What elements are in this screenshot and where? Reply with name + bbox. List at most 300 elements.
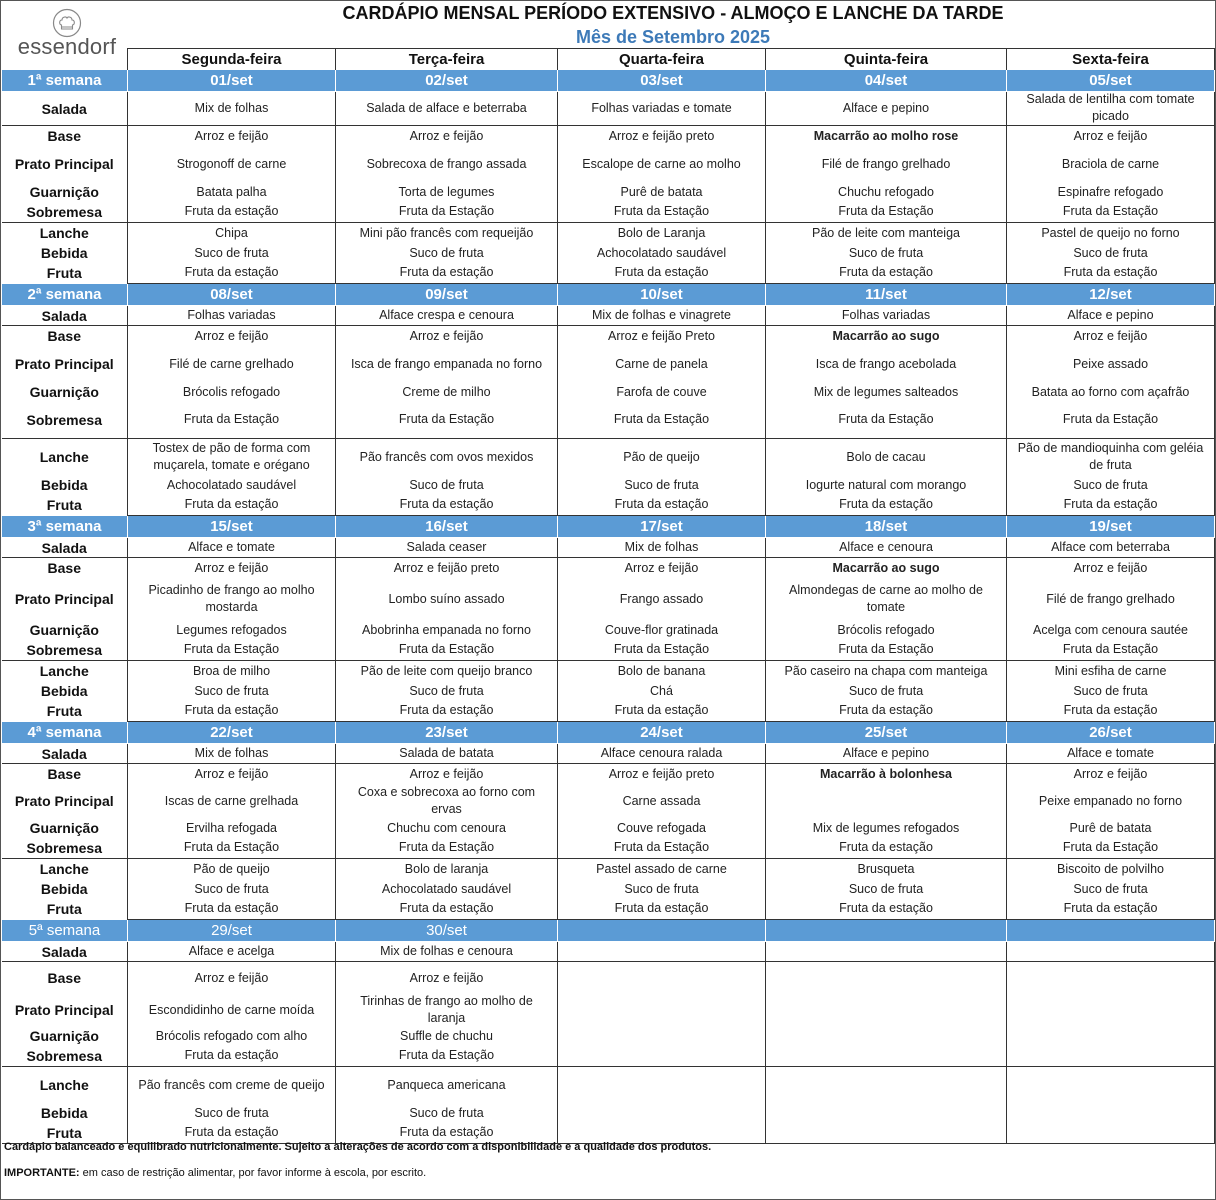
lunch-cell xyxy=(558,126,766,223)
salad-item: Salada de batata xyxy=(399,745,494,760)
snack-cell xyxy=(336,1067,558,1144)
lunch-item: Arroz e feijão xyxy=(194,766,269,781)
lunch-item: Arroz e feijão xyxy=(409,328,484,343)
lunch-item: Fruta da Estação xyxy=(398,642,495,656)
lunch-item: Iscas de carne grelhada xyxy=(164,793,299,808)
lunch-cell xyxy=(1007,326,1215,439)
logo-text: essendorf xyxy=(17,34,117,59)
lunch-item: Arroz e feijão xyxy=(409,970,484,985)
row-label-salada xyxy=(2,538,128,558)
lunch-block-row xyxy=(2,764,1215,859)
lunch-cell xyxy=(336,326,558,439)
lunch-label: Guarnição xyxy=(29,820,99,836)
lunch-item: Braciola de carne xyxy=(1061,156,1160,171)
salad-item: Mix de folhas e cenoura xyxy=(380,943,513,958)
empty-cell xyxy=(766,1067,1007,1144)
week-label: 3ª semana xyxy=(2,516,128,538)
lunch-item: Carne de panela xyxy=(615,356,708,371)
week-date: 29/set xyxy=(128,920,336,942)
salad-item: Mix de folhas xyxy=(624,539,699,554)
week-row xyxy=(2,920,1215,942)
snack-label: Bebida xyxy=(40,881,88,897)
lunch-item: Brócolis refogado com alho xyxy=(155,1028,308,1043)
day-header: Sexta-feira xyxy=(1007,49,1215,70)
day-header: Terça-feira xyxy=(336,49,558,70)
snack-item: Suco de fruta xyxy=(1073,245,1148,260)
salad-item: Folhas variadas xyxy=(841,307,931,322)
lunch-item: Suffle de chuchu xyxy=(400,1028,493,1043)
lunch-item: Fruta da estação xyxy=(184,1048,279,1062)
lunch-item: Fruta da Estação xyxy=(613,412,710,426)
lunch-label: Sobremesa xyxy=(26,642,102,658)
snack-item: Suco de fruta xyxy=(194,1105,269,1120)
lunch-cell xyxy=(128,326,336,439)
snack-cell xyxy=(128,859,336,920)
lunch-item: Fruta da Estação xyxy=(398,1048,495,1062)
snack-item: Broa de milho xyxy=(192,663,271,678)
snack-item: Pão francês com creme de queijo xyxy=(138,1077,325,1092)
lunch-label: Guarnição xyxy=(29,184,99,200)
lunch-item: Filé de frango grelhado xyxy=(821,156,951,171)
lunch-cell xyxy=(1007,558,1215,661)
lunch-block-row xyxy=(2,126,1215,223)
lunch-label: Prato Principal xyxy=(14,156,114,172)
lunch-label: Base xyxy=(47,328,81,344)
salad-item: Alface cenoura ralada xyxy=(600,745,723,760)
snack-item: Suco de fruta xyxy=(848,881,924,896)
lunch-item: Batata ao forno com açafrão xyxy=(1031,384,1190,399)
salad-cell xyxy=(128,92,336,126)
snack-cell xyxy=(336,859,558,920)
lunch-label: Sobremesa xyxy=(26,412,102,428)
week-date: 11/set xyxy=(766,284,1007,306)
week-date: 09/set xyxy=(336,284,558,306)
lunch-label: Guarnição xyxy=(29,622,99,638)
snack-item: Fruta da estação xyxy=(184,265,279,279)
salad-item: Mix de folhas xyxy=(194,745,269,760)
snack-cell xyxy=(558,439,766,516)
snack-block-row xyxy=(2,1067,1215,1144)
snack-item: Suco de fruta xyxy=(1073,477,1148,492)
salad-cell xyxy=(766,744,1007,764)
lunch-item: Fruta da Estação xyxy=(1062,204,1159,218)
lunch-label: Base xyxy=(47,560,81,576)
lunch-item: Tirinhas de frango ao molho de laranja xyxy=(360,994,533,1025)
lunch-labels xyxy=(2,126,128,223)
salad-cell xyxy=(766,92,1007,126)
snack-item: Pão de mandioquinha com geléia de fruta xyxy=(1017,441,1204,472)
footer-important xyxy=(4,1167,426,1179)
lunch-item: Arroz e feijão preto xyxy=(608,128,715,143)
week-date xyxy=(1007,920,1215,942)
salada-label: Salada xyxy=(41,307,87,324)
snack-item: Fruta da estação xyxy=(184,497,279,511)
snack-item: Pão de leite com manteiga xyxy=(811,225,960,240)
week-date xyxy=(766,920,1007,942)
lunch-label: Base xyxy=(47,766,81,782)
snack-item: Pão de queijo xyxy=(193,861,270,876)
important-text: em caso de restrição alimentar, por favor informe à escola, por escrito. xyxy=(79,1167,427,1179)
lunch-item: Frango assado xyxy=(619,591,704,606)
snack-item: Fruta da estação xyxy=(399,1125,494,1139)
snack-label: Lanche xyxy=(39,1077,89,1093)
row-label-salada xyxy=(2,306,128,326)
lunch-item: Fruta da Estação xyxy=(1062,840,1159,854)
snack-cell xyxy=(128,661,336,722)
snack-item: Suco de fruta xyxy=(194,683,269,698)
day-header: Quarta-feira xyxy=(558,49,766,70)
salad-cell xyxy=(558,538,766,558)
header-corner xyxy=(2,49,128,70)
snack-label: Fruta xyxy=(46,1125,82,1141)
empty-cell xyxy=(1007,1067,1215,1144)
snack-item: Mini pão francês com requeijão xyxy=(359,225,534,240)
snack-label: Bebida xyxy=(40,245,88,261)
snack-item: Achocolatado saudável xyxy=(596,245,727,260)
lunch-item: Carne assada xyxy=(622,793,701,808)
salada-label: Salada xyxy=(41,539,87,556)
snack-label: Bebida xyxy=(40,1105,88,1121)
salad-cell xyxy=(128,538,336,558)
lunch-item: Arroz e feijão xyxy=(194,128,269,143)
week-label: 4ª semana xyxy=(2,722,128,744)
lunch-label: Sobremesa xyxy=(26,204,102,220)
snack-item: Fruta da estação xyxy=(614,703,709,717)
salad-cell xyxy=(1007,306,1215,326)
week-date: 08/set xyxy=(128,284,336,306)
snack-labels xyxy=(2,223,128,284)
lunch-item: Peixe empanado no forno xyxy=(1038,793,1183,808)
week-date: 22/set xyxy=(128,722,336,744)
lunch-item: Fruta da estação xyxy=(839,840,933,854)
salad-item: Mix de folhas e vinagrete xyxy=(592,307,731,322)
lunch-item: Picadinho de frango ao molho mostarda xyxy=(148,583,315,614)
snack-labels xyxy=(2,1067,128,1144)
snack-cell xyxy=(766,439,1007,516)
snack-item: Suco de fruta xyxy=(409,477,484,492)
lunch-item: Arroz e feijão xyxy=(624,560,699,575)
lunch-item: Fruta da Estação xyxy=(398,204,495,218)
snack-item: Suco de fruta xyxy=(194,245,269,260)
empty-cell xyxy=(766,942,1007,962)
lunch-item: Isca de frango empanada no forno xyxy=(350,356,543,371)
salad-cell xyxy=(336,538,558,558)
snack-block-row xyxy=(2,661,1215,722)
week-date: 04/set xyxy=(766,70,1007,92)
snack-cell xyxy=(1007,859,1215,920)
week-row xyxy=(2,70,1215,92)
lunch-item: Arroz e feijão xyxy=(409,766,484,781)
lunch-cell xyxy=(128,764,336,859)
lunch-item: Chuchu refogado xyxy=(838,184,934,199)
row-label-salada xyxy=(2,942,128,962)
week-date: 25/set xyxy=(766,722,1007,744)
lunch-cell xyxy=(128,126,336,223)
snack-item: Suco de fruta xyxy=(1073,683,1148,698)
snack-label: Lanche xyxy=(39,861,89,877)
lunch-item: Macarrão à bolonhesa xyxy=(820,766,952,781)
salada-label: Salada xyxy=(41,745,87,762)
snack-block-row xyxy=(2,859,1215,920)
lunch-item: Espinafre refogado xyxy=(1057,184,1164,199)
salad-row xyxy=(2,538,1215,558)
salada-label: Salada xyxy=(41,943,87,960)
snack-item: Fruta da estação xyxy=(614,901,709,915)
empty-cell xyxy=(1007,962,1215,1067)
snack-item: Pão de leite com queijo branco xyxy=(360,663,533,678)
menu-table xyxy=(1,48,1215,1144)
important-label: IMPORTANTE: xyxy=(4,1167,80,1179)
snack-item: Fruta da estação xyxy=(399,703,494,717)
lunch-item: Arroz e feijão xyxy=(409,128,484,143)
salad-cell xyxy=(766,538,1007,558)
snack-item: Suco de fruta xyxy=(409,1105,484,1120)
snack-label: Fruta xyxy=(46,703,82,719)
snack-item: Fruta da estação xyxy=(839,265,933,279)
lunch-item: Couve-flor gratinada xyxy=(604,622,719,637)
snack-block-row xyxy=(2,223,1215,284)
page-title: CARDÁPIO MENSAL PERÍODO EXTENSIVO - ALMOÇO E LANCHE DA TARDE xyxy=(342,3,1004,23)
week-date: 16/set xyxy=(336,516,558,538)
snack-cell xyxy=(336,661,558,722)
snack-labels xyxy=(2,439,128,516)
snack-item: Suco de fruta xyxy=(624,477,699,492)
lunch-item: Macarrão ao sugo xyxy=(832,560,940,575)
snack-label: Lanche xyxy=(39,225,89,241)
snack-item: Brusqueta xyxy=(857,861,915,876)
lunch-label: Base xyxy=(47,128,81,144)
lunch-cell xyxy=(1007,126,1215,223)
salad-cell xyxy=(1007,538,1215,558)
lunch-item: Brócolis refogado xyxy=(182,384,281,399)
days-header-row xyxy=(2,49,1215,70)
empty-cell xyxy=(558,962,766,1067)
lunch-item: Farofa de couve xyxy=(616,384,707,399)
lunch-item: Arroz e feijão xyxy=(1073,128,1148,143)
snack-item: Panqueca americana xyxy=(387,1077,506,1092)
salad-cell xyxy=(336,744,558,764)
snack-item: Fruta da estação xyxy=(1063,265,1158,279)
snack-cell xyxy=(336,223,558,284)
lunch-item: Fruta da Estação xyxy=(1062,642,1159,656)
lunch-item: Arroz e feijão xyxy=(1073,560,1148,575)
week-date: 02/set xyxy=(336,70,558,92)
snack-item: Mini esfiha de carne xyxy=(1054,663,1167,678)
lunch-label: Sobremesa xyxy=(26,840,102,856)
salada-label: Salada xyxy=(41,100,87,117)
lunch-item: Arroz e feijão preto xyxy=(393,560,500,575)
lunch-item: Abobrinha empanada no forno xyxy=(362,622,531,637)
week-date: 26/set xyxy=(1007,722,1215,744)
snack-item: Chá xyxy=(650,683,673,698)
lunch-item: Couve refogada xyxy=(617,820,706,835)
lunch-item: Mix de legumes refogados xyxy=(812,820,960,835)
salad-cell xyxy=(128,306,336,326)
snack-cell xyxy=(128,1067,336,1144)
lunch-item: Acelga com cenoura sautée xyxy=(1033,622,1188,637)
lunch-cell xyxy=(766,558,1007,661)
snack-item: Iogurte natural com morango xyxy=(805,477,967,492)
snack-item: Bolo de cacau xyxy=(846,449,926,464)
snack-label: Lanche xyxy=(39,449,89,465)
row-label-salada xyxy=(2,92,128,126)
salad-cell xyxy=(1007,92,1215,126)
salad-item: Alface crespa e cenoura xyxy=(379,307,514,322)
snack-item: Pastel de queijo no forno xyxy=(1041,225,1180,240)
salad-item: Folhas variadas xyxy=(187,307,276,322)
snack-label: Lanche xyxy=(39,663,89,679)
week-label: 5ª semana xyxy=(2,920,128,942)
snack-item: Fruta da estação xyxy=(1063,703,1158,717)
day-header: Segunda-feira xyxy=(128,49,336,70)
lunch-item: Creme de milho xyxy=(402,384,491,399)
lunch-label: Prato Principal xyxy=(14,1002,114,1018)
lunch-item: Torta de legumes xyxy=(398,184,495,199)
lunch-item: Fruta da Estação xyxy=(613,642,710,656)
snack-item: Achocolatado saudável xyxy=(381,881,512,896)
lunch-item: Strogonoff de carne xyxy=(176,156,287,171)
salad-item: Alface e pepino xyxy=(842,100,930,115)
salad-item: Alface e pepino xyxy=(842,745,930,760)
snack-item: Biscoito de polvilho xyxy=(1056,861,1164,876)
footer-note: Cardápio balanceado e equilibrado nutricionalmente. Sujeito a alterações de acordo com a disponibilidade e a qualidade dos produtos. xyxy=(4,1141,712,1153)
lunch-item: Mix de legumes salteados xyxy=(813,384,959,399)
lunch-item: Lombo suíno assado xyxy=(388,591,505,606)
lunch-item: Arroz e feijão xyxy=(1073,766,1148,781)
lunch-cell xyxy=(558,326,766,439)
snack-labels xyxy=(2,661,128,722)
snack-item: Fruta da estação xyxy=(839,703,933,717)
snack-item: Fruta da estação xyxy=(399,901,494,915)
lunch-cell xyxy=(336,764,558,859)
lunch-cell xyxy=(128,558,336,661)
snack-item: Tostex de pão de forma com muçarela, tomate e orégano xyxy=(152,441,311,472)
lunch-item: Fruta da Estação xyxy=(838,642,934,656)
salad-item: Alface e tomate xyxy=(1067,745,1154,760)
salad-item: Alface com beterraba xyxy=(1051,539,1170,554)
salad-row xyxy=(2,306,1215,326)
salad-item: Alface e cenoura xyxy=(839,539,933,554)
week-date: 01/set xyxy=(128,70,336,92)
lunch-cell xyxy=(766,126,1007,223)
lunch-item: Filé de frango grelhado xyxy=(1046,591,1175,606)
lunch-labels xyxy=(2,558,128,661)
lunch-labels xyxy=(2,764,128,859)
week-date: 10/set xyxy=(558,284,766,306)
salad-item: Alface e acelga xyxy=(188,943,275,958)
empty-cell xyxy=(1007,942,1215,962)
snack-item: Fruta da estação xyxy=(839,901,933,915)
lunch-cell xyxy=(558,764,766,859)
snack-item: Pão francês com ovos mexidos xyxy=(359,449,534,464)
snack-block-row xyxy=(2,439,1215,516)
lunch-item: Fruta da Estação xyxy=(1062,412,1159,426)
snack-label: Fruta xyxy=(46,497,82,513)
snack-cell xyxy=(1007,223,1215,284)
snack-item: Suco de fruta xyxy=(1073,881,1148,896)
lunch-labels xyxy=(2,962,128,1067)
lunch-cell xyxy=(336,126,558,223)
lunch-label: Prato Principal xyxy=(14,793,114,809)
lunch-item: Arroz e feijão preto xyxy=(608,766,715,781)
snack-item: Fruta da estação xyxy=(1063,497,1158,511)
snack-item: Bolo de banana xyxy=(617,663,706,678)
lunch-label: Guarnição xyxy=(29,1028,99,1044)
row-label-salada xyxy=(2,744,128,764)
snack-label: Fruta xyxy=(46,901,82,917)
salad-item: Salada de lentilha com tomate picado xyxy=(1026,92,1195,123)
lunch-block-row xyxy=(2,962,1215,1067)
lunch-item: Arroz e feijão Preto xyxy=(608,328,715,343)
lunch-cell xyxy=(128,962,336,1067)
snack-item: Suco de fruta xyxy=(848,683,924,698)
snack-item: Bolo de Laranja xyxy=(617,225,706,240)
lunch-item: Escalope de carne ao molho xyxy=(582,156,741,171)
lunch-cell xyxy=(766,326,1007,439)
salad-cell xyxy=(766,306,1007,326)
lunch-cell xyxy=(336,558,558,661)
salad-cell xyxy=(128,744,336,764)
lunch-item: Batata palha xyxy=(196,184,267,199)
snack-cell xyxy=(558,859,766,920)
snack-label: Bebida xyxy=(40,683,88,699)
snack-item: Fruta da estação xyxy=(399,265,494,279)
salad-row xyxy=(2,942,1215,962)
lunch-block-row xyxy=(2,558,1215,661)
lunch-item: Escondidinho de carne moída xyxy=(148,1002,315,1017)
snack-item: Pão caseiro na chapa com manteiga xyxy=(784,663,988,678)
week-label: 1ª semana xyxy=(2,70,128,92)
snack-cell xyxy=(766,859,1007,920)
salad-item: Salada de alface e beterraba xyxy=(366,100,527,115)
salad-item: Salada ceaser xyxy=(406,539,487,554)
snack-cell xyxy=(1007,661,1215,722)
salad-cell xyxy=(336,306,558,326)
week-date: 15/set xyxy=(128,516,336,538)
salad-cell xyxy=(558,306,766,326)
lunch-item: Fruta da Estação xyxy=(838,412,934,426)
lunch-item: Brócolis refogado xyxy=(837,622,935,637)
snack-item: Fruta da estação xyxy=(614,497,709,511)
lunch-cell xyxy=(336,962,558,1067)
salad-cell xyxy=(336,92,558,126)
week-row xyxy=(2,516,1215,538)
lunch-item: Fruta da estação xyxy=(184,204,279,218)
week-date: 05/set xyxy=(1007,70,1215,92)
snack-cell xyxy=(558,661,766,722)
snack-cell xyxy=(766,223,1007,284)
page-subtitle: Mês de Setembro 2025 xyxy=(575,27,771,47)
lunch-item: Fruta da Estação xyxy=(183,840,280,854)
lunch-cell xyxy=(558,558,766,661)
week-date: 03/set xyxy=(558,70,766,92)
lunch-label: Prato Principal xyxy=(14,356,114,372)
week-date: 17/set xyxy=(558,516,766,538)
lunch-cell xyxy=(1007,764,1215,859)
lunch-item: Coxa e sobrecoxa ao forno com ervas xyxy=(357,785,536,816)
snack-item: Fruta da estação xyxy=(614,265,709,279)
salad-item: Alface e pepino xyxy=(1067,307,1154,322)
salad-row xyxy=(2,92,1215,126)
week-row xyxy=(2,284,1215,306)
snack-item: Suco de fruta xyxy=(409,683,484,698)
snack-cell xyxy=(336,439,558,516)
lunch-item: Macarrão ao molho rose xyxy=(813,128,959,143)
lunch-item xyxy=(766,784,1006,818)
week-date: 23/set xyxy=(336,722,558,744)
snack-item: Bolo de laranja xyxy=(404,861,489,876)
snack-item: Fruta da estação xyxy=(184,1125,279,1139)
